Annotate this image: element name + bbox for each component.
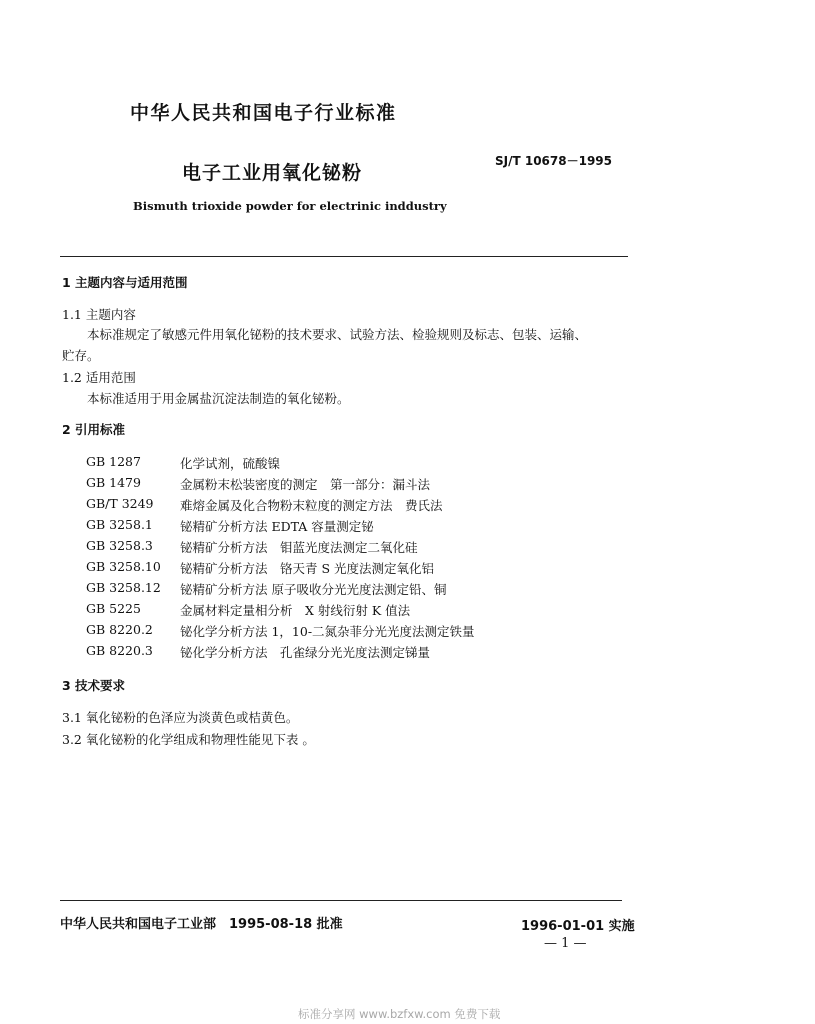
reference-code: GB 3258.1: [86, 517, 153, 532]
reference-title: 铋化学分析方法 1，10-二氮杂菲分光光度法测定铁量: [180, 624, 475, 639]
document-title-english: Bismuth trioxide powder for electrinic inddustry: [133, 199, 447, 213]
section-1-heading: 1 主题内容与适用范围: [62, 275, 188, 290]
reference-title: 铋精矿分析方法 钼蓝光度法测定二氧化硅: [180, 540, 418, 555]
section-1-2-heading: 1.2 适用范围: [62, 370, 136, 385]
reference-title: 铋精矿分析方法 原子吸收分光光度法测定铅、铜: [180, 582, 447, 597]
document-title: 电子工业用氧化铋粉: [182, 162, 363, 184]
reference-code: GB 3258.3: [86, 538, 153, 553]
reference-code: GB/T 3249: [86, 496, 154, 511]
section-1-2-text: 本标准适用于用金属盐沉淀法制造的氧化铋粉。: [87, 391, 350, 406]
section-3-1-text: 3.1 氧化铋粉的色泽应为淡黄色或桔黄色。: [62, 710, 299, 725]
issuer-approval: 中华人民共和国电子工业部 1995-08-18 批准: [60, 917, 343, 932]
reference-title: 难熔金属及化合物粉末粒度的测定方法 费氏法: [180, 498, 443, 513]
watermark: 标准分享网 www.bzfxw.com 免费下载: [298, 1007, 501, 1021]
reference-title: 金属材料定量相分析 X 射线衍射 K 值法: [180, 603, 411, 618]
effective-date: 1996-01-01 实施: [521, 919, 635, 934]
section-1-1-heading: 1.1 主题内容: [62, 307, 136, 322]
section-1-1-text-line2: 贮存。: [62, 348, 100, 363]
header-divider: [60, 256, 628, 257]
reference-title: 金属粉末松装密度的测定 第一部分：漏斗法: [180, 477, 431, 492]
section-3-2-text: 3.2 氧化铋粉的化学组成和物理性能见下表 。: [62, 732, 315, 747]
reference-code: GB 8220.3: [86, 643, 153, 658]
reference-code: GB 3258.12: [86, 580, 161, 595]
reference-title: 铋精矿分析方法 EDTA 容量测定铋: [180, 519, 374, 534]
section-3-heading: 3 技术要求: [62, 678, 126, 693]
reference-code: GB 1287: [86, 454, 141, 469]
reference-code: GB 1479: [86, 475, 141, 490]
reference-code: GB 5225: [86, 601, 141, 616]
section-2-heading: 2 引用标准: [62, 422, 126, 437]
section-1-1-text-line1: 本标准规定了敏感元件用氧化铋粉的技术要求、试验方法、检验规则及标志、包装、运输、: [87, 327, 588, 342]
reference-title: 化学试剂，硫酸镍: [180, 456, 281, 471]
standard-header: 中华人民共和国电子行业标准: [130, 102, 397, 124]
footer-divider: [60, 900, 622, 901]
reference-title: 铋精矿分析方法 铬天青 S 光度法测定氧化铝: [180, 561, 435, 576]
standard-code: SJ/T 10678－1995: [495, 154, 613, 168]
reference-code: GB 8220.2: [86, 622, 153, 637]
reference-code: GB 3258.10: [86, 559, 161, 574]
reference-title: 铋化学分析方法 孔雀绿分光光度法测定锑量: [180, 645, 431, 660]
page-number: — 1 —: [544, 936, 587, 951]
